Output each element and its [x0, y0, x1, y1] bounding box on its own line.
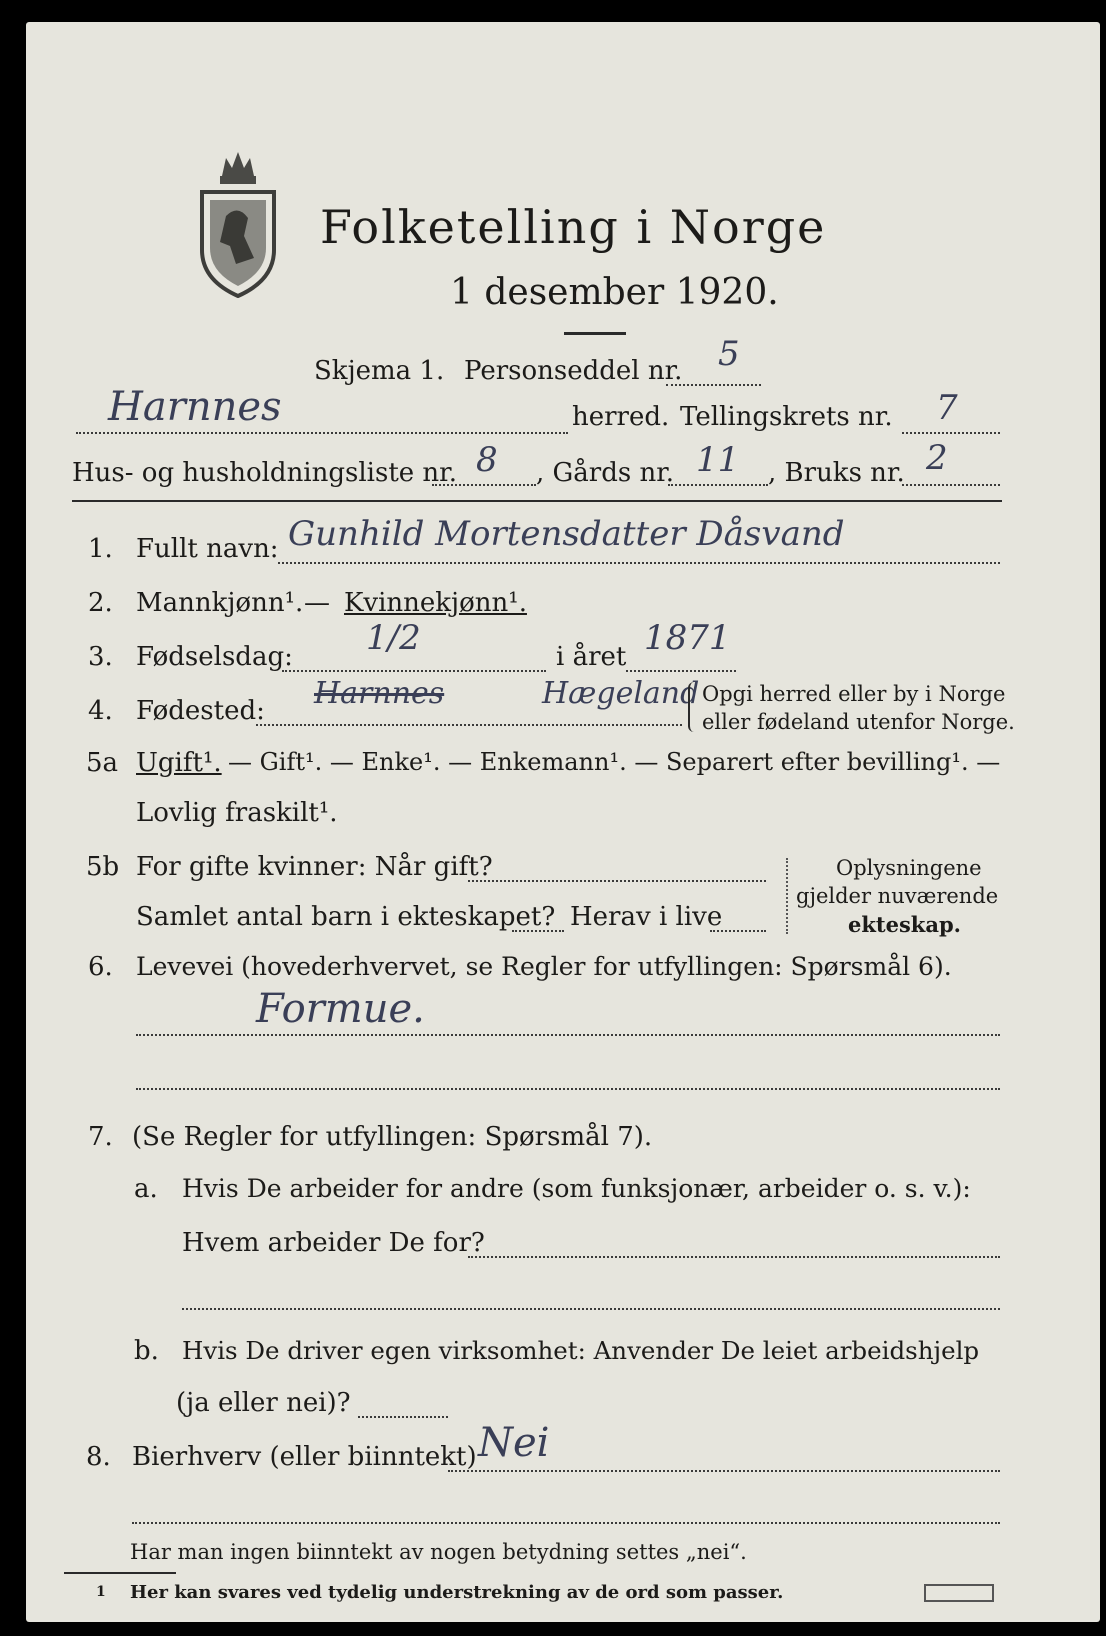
nar-gift-line [468, 880, 766, 882]
q5b-number: 5b [86, 852, 120, 882]
q1-number: 1. [88, 534, 113, 564]
antal-barn-line [512, 930, 564, 932]
header-divider [72, 500, 1002, 502]
year-value[interactable]: 1871 [644, 618, 731, 658]
q5a-number: 5a [86, 748, 119, 778]
herred-value[interactable]: Harnnes [108, 384, 282, 430]
gards-line [668, 484, 768, 486]
fodested-value[interactable]: Hægeland [542, 676, 700, 711]
printer-stamp [924, 1584, 994, 1602]
q7b-letter: b. [134, 1336, 159, 1366]
gards-label: , Gårds nr. [536, 458, 675, 488]
sivilstand-options[interactable]: — Gift¹. — Enke¹. — Enkemann¹. — Separert efter bevilling¹. — [228, 748, 1001, 776]
fodested-note-line2: eller fødeland utenfor Norge. [702, 710, 1015, 734]
mannkjonn-option[interactable]: Mannkjønn¹. [136, 588, 304, 618]
q8-number: 8. [86, 1442, 111, 1472]
herred-label: herred. [572, 402, 670, 432]
gards-value[interactable]: 11 [696, 440, 740, 480]
q7-number: 7. [88, 1122, 113, 1152]
nar-gift-label: For gifte kvinner: Når gift? [136, 852, 493, 882]
bierhverv-value[interactable]: Nei [478, 1420, 550, 1466]
levevei-line-1 [136, 1034, 1000, 1036]
q5b-note-line2: gjelder nuværende [796, 884, 999, 908]
hvem-arbeider-line-2 [182, 1308, 1000, 1310]
census-form-page [26, 22, 1100, 1622]
husliste-value[interactable]: 8 [476, 440, 498, 480]
herred-line [76, 432, 568, 434]
levevei-value[interactable]: Formue. [256, 986, 425, 1032]
antal-barn-label: Samlet antal barn i ekteskapet? [136, 902, 556, 932]
fodested-struck-value: Harnnes [314, 676, 445, 711]
fodested-line [256, 724, 682, 726]
ugift-option[interactable]: Ugift¹. [136, 748, 222, 778]
q4-number: 4. [88, 696, 113, 726]
hvem-arbeider-label: Hvem arbeider De for? [182, 1228, 485, 1258]
i-aret-label: i året [556, 642, 627, 672]
levevei-label: Levevei (hovederhvervet, se Regler for utfyllingen: Spørsmål 6). [136, 952, 952, 981]
fodselsdag-line [282, 670, 546, 672]
q5b-note-separator [786, 858, 788, 934]
q6-number: 6. [88, 952, 113, 982]
fodselsdag-label: Fødselsdag: [136, 642, 293, 672]
year-line [626, 670, 736, 672]
levevei-line-2 [136, 1088, 1000, 1090]
q7a-letter: a. [134, 1174, 158, 1204]
fullt-navn-value[interactable]: Gunhild Mortensdatter Dåsvand [288, 514, 845, 554]
form-title: Folketelling i Norge [320, 200, 827, 254]
ja-eller-nei-line [358, 1416, 448, 1418]
form-date: 1 desember 1920. [450, 272, 779, 313]
footer-note: Har man ingen biinntekt av nogen betydning settes „nei“. [130, 1540, 747, 1564]
q5b-note-line1: Oplysningene [836, 856, 982, 880]
q2-number: 2. [88, 588, 113, 618]
norwegian-coat-of-arms-icon [196, 146, 280, 298]
personseddel-line [666, 384, 761, 386]
bruks-label: , Bruks nr. [768, 458, 905, 488]
herav-i-live-line [710, 930, 766, 932]
fodested-note-brace [688, 682, 696, 732]
bierhverv-label: Bierhverv (eller biinntekt) [132, 1442, 477, 1472]
q5b-note-line3: ekteskap. [848, 912, 961, 937]
q2-separator: — [304, 588, 330, 618]
tellingskrets-label: Tellingskrets nr. [680, 402, 893, 432]
personseddel-label: Personseddel nr. [464, 356, 683, 386]
bierhverv-line-2 [132, 1522, 1000, 1524]
skjema-label: Skjema 1. [314, 356, 445, 386]
q7-label: (Se Regler for utfyllingen: Spørsmål 7). [132, 1122, 653, 1152]
fullt-navn-label: Fullt navn: [136, 534, 279, 564]
bruks-line [902, 484, 1000, 486]
bierhverv-line [448, 1470, 1000, 1472]
kvinnekjonn-option[interactable]: Kvinnekjønn¹. [344, 588, 527, 618]
fodselsdag-value[interactable]: 1/2 [366, 618, 421, 658]
bruks-value[interactable]: 2 [926, 438, 948, 478]
fullt-navn-line [278, 562, 1000, 564]
q3-number: 3. [88, 642, 113, 672]
title-divider [564, 332, 626, 335]
footnote-rule [64, 1572, 176, 1574]
footnote-text: Her kan svares ved tydelig understrekning av de ord som passer. [130, 1582, 784, 1603]
hvem-arbeider-line [468, 1256, 1000, 1258]
herav-i-live-label: Herav i live [570, 902, 723, 932]
lovlig-fraskilt-option[interactable]: Lovlig fraskilt¹. [136, 798, 338, 828]
tellingskrets-line [902, 432, 1000, 434]
husliste-line [432, 484, 536, 486]
q7a-question: Hvis De arbeider for andre (som funksjonær, arbeider o. s. v.): [182, 1174, 971, 1203]
personseddel-value[interactable]: 5 [718, 334, 740, 374]
footnote-mark: 1 [96, 1584, 106, 1600]
fodested-label: Fødested: [136, 696, 265, 726]
ja-eller-nei-label: (ja eller nei)? [176, 1388, 351, 1418]
husliste-label: Hus- og husholdningsliste nr. [72, 458, 458, 488]
q7b-question: Hvis De driver egen virksomhet: Anvender De leiet arbeidshjelp [182, 1336, 980, 1365]
fodested-note-line1: Opgi herred eller by i Norge [702, 682, 1006, 706]
tellingskrets-value[interactable]: 7 [936, 388, 958, 428]
